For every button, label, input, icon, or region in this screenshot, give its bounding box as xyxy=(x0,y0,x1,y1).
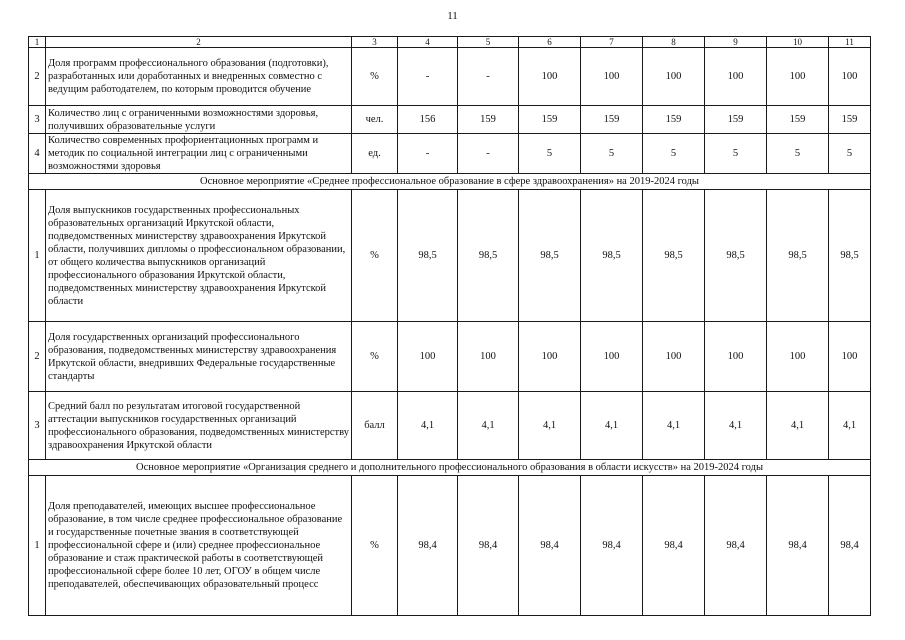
value-cell: 159 xyxy=(581,106,643,134)
unit-cell: % xyxy=(352,322,398,392)
value-cell: 4,1 xyxy=(398,392,458,460)
value-cell: 5 xyxy=(643,134,705,174)
row-index: 4 xyxy=(29,134,46,174)
value-cell: 98,4 xyxy=(767,476,829,616)
value-cell: 98,5 xyxy=(458,190,519,322)
unit-cell: % xyxy=(352,476,398,616)
table-row xyxy=(29,48,871,106)
value-cell: 98,4 xyxy=(398,476,458,616)
value-cell: 5 xyxy=(767,134,829,174)
row-index: 3 xyxy=(29,392,46,460)
value-cell: 100 xyxy=(705,322,767,392)
indicator-description: Количество лиц с ограниченными возможностями здоровья, получивших образовательные услуги xyxy=(46,106,352,134)
column-number: 8 xyxy=(643,37,705,48)
value-cell: 100 xyxy=(767,48,829,106)
table-row xyxy=(29,322,871,392)
row-index: 3 xyxy=(29,106,46,134)
value-cell: 100 xyxy=(519,322,581,392)
value-cell: 100 xyxy=(829,322,871,392)
value-cell: 100 xyxy=(643,48,705,106)
value-cell: - xyxy=(458,134,519,174)
column-number: 7 xyxy=(581,37,643,48)
value-cell: - xyxy=(398,134,458,174)
value-cell: 4,1 xyxy=(705,392,767,460)
table-row xyxy=(29,476,871,616)
section-title: Основное мероприятие «Организация среднего и дополнительного профессионального образования в области искусств» на 2019-2024 годы xyxy=(29,460,871,476)
column-number: 6 xyxy=(519,37,581,48)
value-cell: 4,1 xyxy=(458,392,519,460)
table-row xyxy=(29,392,871,460)
section-header-row xyxy=(29,174,871,190)
value-cell: 98,5 xyxy=(581,190,643,322)
unit-cell: балл xyxy=(352,392,398,460)
column-number: 9 xyxy=(705,37,767,48)
section-title: Основное мероприятие «Среднее профессиональное образование в сфере здравоохранения» на 2019-2024 годы xyxy=(29,174,871,190)
value-cell: 98,5 xyxy=(398,190,458,322)
indicator-description: Доля выпускников государственных профессиональных образовательных организаций Иркутской области, подведомственных министерству здравоохранения Иркутской области, получивших дипломы о профессиональном образовании, от общего количества выпускников организаций профессионального образования Иркутской области, подведомственных министерству здравоохранения Иркутской области xyxy=(46,190,352,322)
value-cell: 159 xyxy=(829,106,871,134)
value-cell: 98,4 xyxy=(643,476,705,616)
value-cell: 159 xyxy=(519,106,581,134)
value-cell: 98,5 xyxy=(767,190,829,322)
value-cell: 156 xyxy=(398,106,458,134)
value-cell: 5 xyxy=(581,134,643,174)
value-cell: 98,4 xyxy=(458,476,519,616)
column-number: 10 xyxy=(767,37,829,48)
value-cell: 4,1 xyxy=(829,392,871,460)
column-number: 1 xyxy=(29,37,46,48)
column-number-row xyxy=(29,37,871,48)
value-cell: 98,5 xyxy=(829,190,871,322)
column-number: 5 xyxy=(458,37,519,48)
indicator-description: Средний балл по результатам итоговой государственной аттестации выпускников государственных организаций профессионального образования, подведомственных министерству здравоохранения Иркутской области xyxy=(46,392,352,460)
value-cell: 100 xyxy=(581,322,643,392)
value-cell: - xyxy=(458,48,519,106)
value-cell: 5 xyxy=(705,134,767,174)
value-cell: 100 xyxy=(767,322,829,392)
value-cell: 159 xyxy=(643,106,705,134)
unit-cell: чел. xyxy=(352,106,398,134)
value-cell: 98,4 xyxy=(829,476,871,616)
table-row xyxy=(29,134,871,174)
value-cell: 98,4 xyxy=(705,476,767,616)
value-cell: 159 xyxy=(458,106,519,134)
value-cell: 4,1 xyxy=(643,392,705,460)
value-cell: 4,1 xyxy=(767,392,829,460)
section-header-row xyxy=(29,460,871,476)
table-row xyxy=(29,190,871,322)
value-cell: 100 xyxy=(398,322,458,392)
value-cell: 5 xyxy=(519,134,581,174)
value-cell: 98,5 xyxy=(519,190,581,322)
indicator-description: Доля государственных организаций профессионального образования, подведомственных министерству здравоохранения Иркутской области, внедривших Федеральные государственные стандарты xyxy=(46,322,352,392)
unit-cell: % xyxy=(352,48,398,106)
page-number: 11 xyxy=(447,10,458,22)
indicator-description: Доля программ профессионального образования (подготовки), разработанных или доработанных и внедренных совместно с ведущим работодателем, по которым проводится обучение xyxy=(46,48,352,106)
value-cell: 4,1 xyxy=(581,392,643,460)
unit-cell: % xyxy=(352,190,398,322)
value-cell: 100 xyxy=(829,48,871,106)
indicator-description: Доля преподавателей, имеющих высшее профессиональное образование, в том числе среднее профессиональное образование и государственные почетные звания в соответствующей профессиональной сфере и (или) среднее профессиональное образование и стаж практической работы в соответствующей профессиональной сфере более 10 лет, ОГОУ в общем числе преподавателей, обеспечивающих образовательный процесс xyxy=(46,476,352,616)
indicator-description: Количество современных профориентационных программ и методик по социальной интеграции лиц с ограниченными возможностями здоровья xyxy=(46,134,352,174)
unit-cell: ед. xyxy=(352,134,398,174)
row-index: 2 xyxy=(29,322,46,392)
value-cell: 100 xyxy=(705,48,767,106)
value-cell: 100 xyxy=(519,48,581,106)
value-cell: 98,4 xyxy=(519,476,581,616)
column-number: 3 xyxy=(352,37,398,48)
value-cell: 98,5 xyxy=(705,190,767,322)
value-cell: 100 xyxy=(458,322,519,392)
value-cell: 5 xyxy=(829,134,871,174)
value-cell: 100 xyxy=(643,322,705,392)
value-cell: 159 xyxy=(767,106,829,134)
value-cell: 100 xyxy=(581,48,643,106)
row-index: 1 xyxy=(29,190,46,322)
indicators-table xyxy=(28,36,871,616)
value-cell: 98,5 xyxy=(643,190,705,322)
value-cell: - xyxy=(398,48,458,106)
value-cell: 98,4 xyxy=(581,476,643,616)
value-cell: 159 xyxy=(705,106,767,134)
row-index: 2 xyxy=(29,48,46,106)
column-number: 11 xyxy=(829,37,871,48)
column-number: 2 xyxy=(46,37,352,48)
value-cell: 4,1 xyxy=(519,392,581,460)
row-index: 1 xyxy=(29,476,46,616)
column-number: 4 xyxy=(398,37,458,48)
table-row xyxy=(29,106,871,134)
